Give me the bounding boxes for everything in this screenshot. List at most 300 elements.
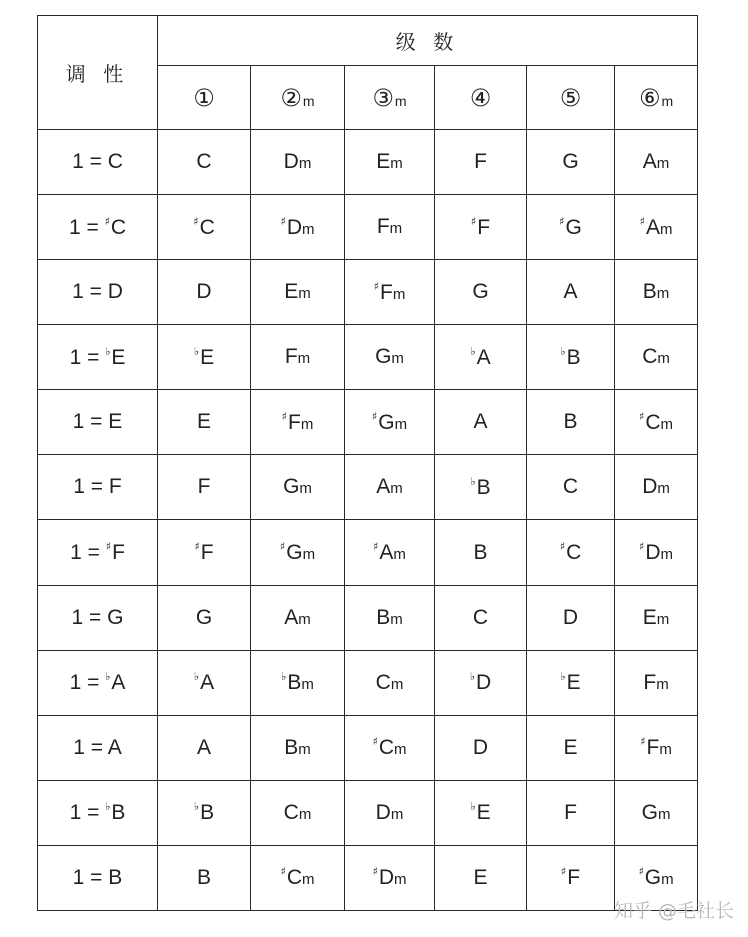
chord-root: B [566, 345, 581, 369]
chord [376, 150, 403, 174]
chord-minor-suffix: m [298, 610, 311, 628]
chord [563, 475, 578, 499]
chord-root: B [376, 605, 391, 629]
chord-minor-suffix: m [393, 546, 406, 563]
chord [642, 345, 670, 369]
table-row [38, 455, 698, 520]
key-prefix: 1 = [72, 280, 108, 304]
chord [284, 736, 311, 760]
chord-accidental: ♯ [373, 279, 379, 293]
chord-root: D [472, 735, 489, 759]
chord-root: A [196, 735, 211, 759]
chord [642, 475, 670, 499]
key-note: D [107, 280, 123, 304]
degree-symbol: ④ [469, 83, 492, 112]
chord-cell [251, 195, 345, 260]
key-column-header: 调 性 [38, 16, 158, 130]
chord-minor-suffix: m [656, 675, 669, 693]
degree-minor-suffix: m [661, 92, 674, 109]
chord-minor-suffix: m [394, 415, 408, 433]
table-row [38, 130, 698, 195]
degree-symbol: ⑤ [559, 83, 582, 112]
chord-cell [345, 325, 435, 390]
chord-minor-suffix: m [298, 285, 311, 303]
chord [280, 540, 315, 565]
chord-cell [527, 325, 615, 390]
chord-cell [527, 130, 615, 195]
chord-cell [615, 130, 698, 195]
chord [194, 540, 213, 565]
key-cell [38, 715, 158, 780]
chord-root: C [378, 736, 394, 760]
table-row [38, 585, 698, 650]
degree-symbol: ② [280, 83, 302, 112]
key-cell [38, 195, 158, 260]
chord-accidental: ♭ [193, 670, 200, 684]
chord-accidental: ♯ [470, 214, 477, 228]
degree-header-1 [158, 66, 251, 130]
chord [196, 280, 211, 304]
chord-minor-suffix: m [659, 741, 672, 759]
chord-minor-suffix: m [299, 480, 312, 498]
chord [196, 606, 212, 630]
chord-cell [345, 455, 435, 520]
chord-cell [345, 845, 435, 910]
key-cell [38, 650, 158, 715]
chord-accidental: ♭ [193, 344, 200, 358]
chord [281, 865, 315, 890]
chord-cell [251, 780, 345, 845]
chord-cell [435, 845, 527, 910]
chord-root: G [472, 280, 489, 304]
chord-cell [435, 390, 527, 455]
key-prefix: 1 = [72, 410, 109, 434]
chord-root: E [642, 605, 657, 629]
chord-cell [527, 845, 615, 910]
watermark: 知乎 @毛社长 [613, 900, 734, 922]
chord-cell [345, 650, 435, 715]
key-prefix: 1 = [68, 215, 105, 239]
chord-accidental: ♭ [281, 670, 287, 684]
chord-root: C [642, 345, 658, 369]
chord-root: C [562, 475, 579, 499]
chord-root: F [567, 866, 581, 890]
chord-minor-suffix: m [392, 285, 406, 303]
chord [194, 800, 214, 825]
chord-minor-suffix: m [657, 350, 670, 368]
key-prefix: 1 = [73, 735, 108, 759]
chord-degree-table [37, 15, 698, 911]
key-note: B [108, 865, 123, 889]
chord-minor-suffix: m [298, 740, 311, 758]
chord-cell [435, 455, 527, 520]
chord-cell [158, 845, 251, 910]
chord-root: G [195, 605, 213, 629]
chord-root: E [200, 345, 215, 369]
chord-cell [527, 455, 615, 520]
chord-root: C [199, 215, 215, 239]
degree-header-5 [527, 66, 615, 130]
key-cell [38, 390, 158, 455]
chord-cell [158, 520, 251, 585]
chord [376, 606, 403, 630]
chord-accidental: ♯ [280, 214, 286, 228]
chord [193, 215, 215, 240]
chord-cell [251, 715, 345, 780]
chord-root: G [565, 215, 582, 239]
chord-minor-suffix: m [390, 610, 403, 628]
chord-root: C [645, 410, 661, 434]
chord-root: D [196, 280, 212, 304]
chord-root: G [562, 150, 579, 174]
chord-cell [435, 325, 527, 390]
chord [197, 736, 211, 760]
chord-root: E [563, 735, 578, 759]
chord-accidental: ♯ [193, 214, 199, 228]
chord-root: C [196, 150, 212, 174]
chord [639, 540, 673, 565]
chord-root: F [477, 215, 491, 239]
key-prefix: 1 = [71, 605, 108, 629]
chord-cell [435, 260, 527, 325]
chord-cell [615, 325, 698, 390]
chord [376, 801, 404, 825]
chord [643, 150, 670, 174]
table-row [38, 715, 698, 780]
key-cell [38, 520, 158, 585]
key-cell [38, 585, 158, 650]
chord [638, 865, 673, 890]
chord-minor-suffix: m [656, 155, 670, 173]
degree-group-header: 级 数 [158, 16, 698, 66]
chord-cell [158, 325, 251, 390]
chord-accidental: ♯ [280, 865, 286, 879]
chord [284, 606, 311, 630]
chord-cell [251, 845, 345, 910]
chord-accidental: ♯ [373, 540, 379, 553]
chord-root: D [378, 866, 394, 890]
key-prefix: 1 = [69, 671, 106, 695]
degree-header-2 [251, 66, 345, 130]
chord-cell [251, 325, 345, 390]
chord [197, 410, 211, 434]
key-prefix: 1 = [70, 541, 106, 564]
chord-accidental: ♯ [638, 865, 644, 879]
chord-cell [251, 585, 345, 650]
chord-root: G [375, 345, 392, 369]
chord [197, 866, 211, 890]
chord-cell [615, 390, 698, 455]
chord-root: E [376, 150, 391, 174]
chord-root: G [378, 410, 395, 434]
chord-cell [615, 260, 698, 325]
chord-root: B [476, 475, 491, 499]
chord-root: C [566, 541, 582, 564]
chord-root: B [196, 865, 211, 889]
key-accidental: ♯ [105, 540, 112, 553]
chord-root: F [564, 800, 577, 824]
chord-cell [435, 585, 527, 650]
chord-minor-suffix: m [390, 155, 403, 173]
chord-root: F [197, 475, 211, 499]
chord-cell [615, 585, 698, 650]
chord-accidental: ♯ [639, 540, 645, 553]
chord [473, 410, 487, 434]
chord [474, 150, 487, 174]
key-prefix: 1 = [72, 865, 109, 889]
chord-cell [527, 520, 615, 585]
chord-minor-suffix: m [660, 415, 674, 433]
chord-root: D [283, 150, 299, 174]
chord-cell [251, 455, 345, 520]
chord-root: D [375, 800, 391, 824]
chord-accidental: ♯ [372, 735, 378, 749]
chord [563, 606, 578, 630]
chord-accidental: ♭ [469, 670, 476, 684]
chord-root: G [283, 475, 300, 499]
key-cell [38, 325, 158, 390]
chord-accidental: ♯ [640, 735, 646, 749]
chord-cell [251, 650, 345, 715]
chord-root: A [473, 410, 488, 434]
chord-root: F [380, 280, 393, 304]
key-cell [38, 260, 158, 325]
chord-cell [527, 260, 615, 325]
chord [560, 670, 580, 695]
chord-cell [158, 260, 251, 325]
chord-minor-suffix: m [661, 871, 674, 889]
chord-root: A [476, 345, 491, 369]
chord-root: B [287, 671, 302, 695]
chord-root: E [476, 801, 491, 825]
chord-cell [527, 390, 615, 455]
chord [639, 410, 673, 435]
chord-cell [345, 260, 435, 325]
table-header [38, 16, 698, 130]
chord [470, 800, 490, 825]
chord [373, 735, 407, 760]
chord-root: C [283, 800, 299, 824]
key-cell [38, 780, 158, 845]
chord-root: A [563, 280, 578, 304]
chord [472, 280, 488, 304]
chord [375, 345, 404, 369]
chord [372, 410, 407, 435]
chord-root: G [286, 541, 303, 564]
degree-header-6 [615, 66, 698, 130]
chord-cell [527, 715, 615, 780]
chord-cell [158, 585, 251, 650]
chord-minor-suffix: m [297, 350, 311, 368]
chord-root: B [284, 735, 299, 759]
chord-accidental: ♯ [281, 409, 287, 423]
chord-cell [345, 195, 435, 260]
key-note: A [107, 735, 122, 759]
chord-accidental: ♭ [560, 670, 566, 684]
chord-accidental: ♯ [639, 214, 645, 228]
chord [377, 215, 402, 239]
degree-symbol: ③ [372, 83, 394, 112]
chord-minor-suffix: m [656, 285, 670, 303]
chord-cell [158, 455, 251, 520]
chord-root: E [284, 280, 299, 304]
table-row [38, 780, 698, 845]
chord-cell [435, 780, 527, 845]
key-note: F [112, 541, 125, 564]
chord-accidental: ♯ [372, 865, 378, 879]
chord-root: D [562, 605, 579, 629]
chord-cell [615, 650, 698, 715]
chord-cell [345, 390, 435, 455]
chord-cell [527, 780, 615, 845]
chord-cell [435, 195, 527, 260]
chord-root: F [376, 215, 390, 239]
table-row [38, 325, 698, 390]
chord [643, 606, 670, 630]
chord-minor-suffix: m [394, 871, 407, 889]
chord [376, 475, 403, 499]
chord [640, 735, 672, 760]
chord-minor-suffix: m [659, 220, 673, 238]
chord-cell [158, 780, 251, 845]
chord-accidental: ♯ [559, 214, 565, 228]
table-row [38, 390, 698, 455]
chord-root: C [375, 670, 391, 694]
chord [561, 865, 580, 890]
chord-accidental: ♭ [470, 474, 476, 488]
chord [283, 475, 312, 499]
key-prefix: 1 = [72, 150, 108, 174]
chord-cell [615, 520, 698, 585]
key-accidental: ♭ [105, 800, 111, 814]
chord-cell [435, 650, 527, 715]
chord-minor-suffix: m [390, 805, 404, 823]
chord-root: D [642, 475, 658, 499]
chord-cell [158, 195, 251, 260]
chord-root: A [642, 150, 657, 174]
chord-root: F [288, 410, 301, 434]
chord-root: D [645, 541, 661, 564]
chord [284, 801, 312, 825]
key-cell [38, 130, 158, 195]
chord [198, 475, 211, 499]
chord-minor-suffix: m [298, 155, 312, 173]
chord-cell [345, 585, 435, 650]
table-body [38, 130, 698, 911]
key-accidental: ♯ [104, 214, 110, 228]
chord [562, 150, 578, 174]
chord-accidental: ♭ [470, 344, 476, 358]
key-cell [38, 845, 158, 910]
chord-minor-suffix: m [301, 676, 314, 694]
chord-minor-suffix: m [657, 480, 670, 498]
chord-accidental: ♯ [194, 540, 200, 553]
chord-cell [251, 260, 345, 325]
chord-root: A [284, 605, 299, 629]
key-note: E [108, 410, 123, 434]
chord-cell [435, 130, 527, 195]
chord [564, 801, 577, 825]
key-note: F [108, 475, 122, 499]
key-accidental: ♭ [105, 670, 111, 684]
chord-minor-suffix: m [389, 220, 403, 238]
degree-symbol: ① [193, 83, 215, 112]
table-row [38, 845, 698, 910]
chord-cell [158, 130, 251, 195]
chord [284, 280, 311, 304]
chord-root: B [473, 540, 488, 564]
chord [560, 540, 582, 565]
chord [473, 866, 487, 890]
table-row [38, 260, 698, 325]
key-note: C [110, 215, 127, 239]
chord-cell [251, 520, 345, 585]
chord-root: F [646, 736, 660, 760]
chord-cell [615, 715, 698, 780]
chord-minor-suffix: m [391, 350, 404, 368]
chord [373, 540, 406, 565]
chord [563, 736, 577, 760]
chord [473, 606, 488, 630]
chord [643, 280, 670, 304]
chord-cell [251, 130, 345, 195]
chord-cell [158, 390, 251, 455]
chord-accidental: ♭ [193, 800, 200, 814]
chord-minor-suffix: m [298, 805, 312, 823]
chord-cell [345, 715, 435, 780]
key-note: C [107, 150, 123, 174]
chord-minor-suffix: m [300, 415, 314, 433]
key-cell [38, 455, 158, 520]
chord-accidental: ♭ [560, 344, 566, 358]
chord-cell [345, 780, 435, 845]
chord-minor-suffix: m [302, 220, 315, 238]
chord-accidental: ♭ [470, 800, 476, 814]
chord [285, 345, 310, 369]
chord [374, 280, 406, 305]
chord [640, 215, 673, 240]
chord [470, 670, 491, 695]
chord-accidental: ♯ [639, 409, 645, 423]
chord [643, 671, 668, 695]
chord-root: E [566, 671, 581, 695]
chord-root: F [200, 541, 214, 564]
chord-root: D [286, 215, 302, 239]
chord-root: B [642, 280, 657, 304]
chord-minor-suffix: m [302, 546, 316, 563]
chord-root: D [476, 671, 492, 695]
key-prefix: 1 = [69, 801, 106, 825]
degree-header-4 [435, 66, 527, 130]
chord [282, 410, 314, 435]
chord [559, 215, 582, 240]
chord-cell [251, 390, 345, 455]
chord [194, 670, 214, 695]
degree-minor-suffix: m [394, 92, 407, 109]
chord-root: A [200, 671, 215, 695]
chord-minor-suffix: m [394, 741, 407, 759]
chord-root: B [200, 801, 215, 825]
chord-cell [527, 585, 615, 650]
chord-cell [435, 520, 527, 585]
key-prefix: 1 = [73, 475, 109, 499]
chord-cell [345, 520, 435, 585]
chord-root: A [376, 475, 391, 499]
chord [373, 865, 407, 890]
chord [470, 475, 490, 500]
key-prefix: 1 = [69, 345, 106, 369]
chord-root: C [472, 605, 489, 629]
